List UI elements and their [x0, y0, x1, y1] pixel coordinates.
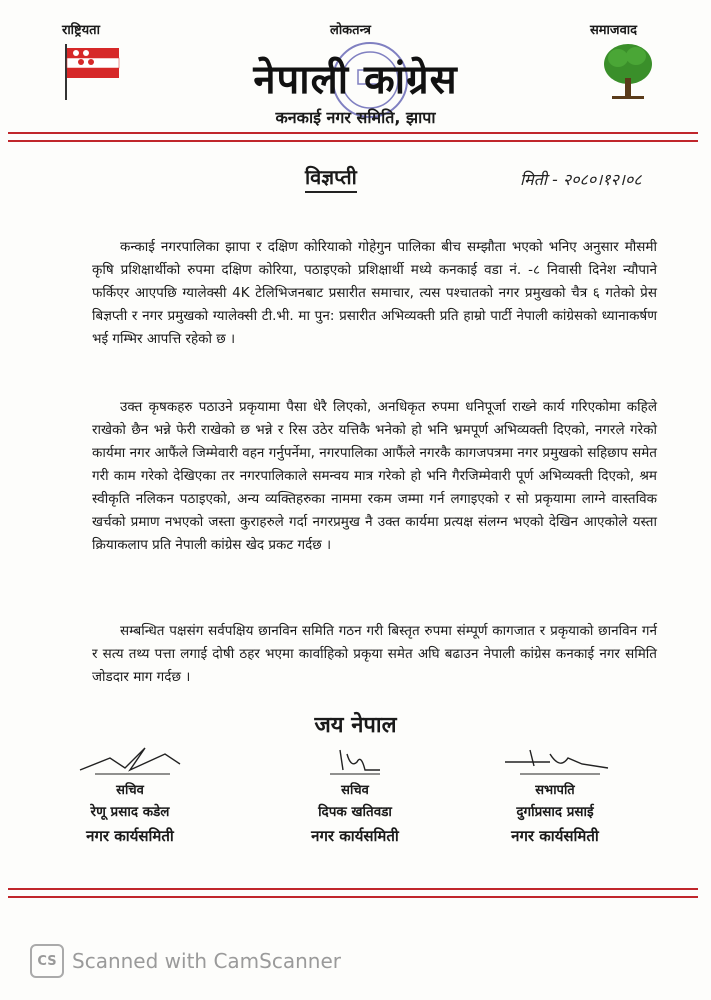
signatory-name: दिपक खतिवडा	[318, 804, 392, 820]
closing-slogan: जय नेपाल	[314, 713, 397, 738]
signature-mark	[295, 740, 415, 780]
header-rule	[8, 132, 698, 134]
signature-mark	[70, 740, 190, 780]
motto-center: लोकतन्त्र	[330, 23, 371, 38]
signatory-block	[30, 740, 230, 846]
camscanner-logo-icon: CS	[30, 944, 64, 978]
paragraph-3: सम्बन्धित पक्षसंग सर्वपक्षिय छानविन समिति गठन गरी बिस्तृत रुपमा संम्पूर्ण कागजात र प्रकृयाको छानविन गर्न र सत्य तथ्य पत्ता लगाई दोषी ठहर भएमा कार्वाहिको प्रकृया समेत अघि बढाउन नेपाली कांग्रेस कनकाई नगर समिति जोडदार माग गर्दछ ।	[92, 623, 657, 685]
signatory-committee: नगर कार्यसमिती	[511, 827, 599, 845]
signatory-role: सचिव	[116, 783, 144, 798]
signatory-role: सभापति	[535, 783, 575, 798]
organization-title: नेपाली कांग्रेस	[253, 57, 458, 103]
scanner-watermark-text: Scanned with CamScanner	[72, 949, 341, 973]
footer-rule-2	[8, 896, 698, 898]
signatory-committee: नगर कार्यसमिती	[86, 827, 174, 845]
signatory-name: रेणू प्रसाद कडेल	[90, 804, 170, 820]
signatory-block	[455, 740, 655, 846]
signature-mark	[490, 740, 620, 780]
paragraph-2: उक्त कृषकहरु पठाउने प्रकृयामा पैसा धेरै लिएको, अनधिकृत रुपमा धनिपूर्जा राख्ने कार्य गरिएकोमा कहिले राखेको छैन भन्ने फेरी राखेको छ भन्ने र रिस उठेर यत्तिकै भनेको हो भनि भ्रमपूर्ण अभिव्यक्ती दिएको, नगरले गरेको कार्यमा नगर आफैंले जिम्मेवारी वहन गर्नुपर्नेमा, नगरपालिका आफैंले नगरकै कागजपत्रमा नगर प्रमुखको सहिछाप समेत गरी काम गरेको देखिएका तर नगरपालिकाले समन्वय मात्र गरेको हो भनि गैरजिम्मेवारी पूर्ण अभिव्यक्ती दिएको, श्रम स्वीकृति नलिकन पठाइएको, अन्य व्यक्तिहरुका नाममा रकम जम्मा गर्न लगाइएको र सो प्रकृयामा लाग्ने वास्तविक खर्चको प्रमाण नभएको जस्ता कुराहरुले गर्दा नगरप्रमुख नै उक्त कार्यमा प्रत्यक्ष संलग्न भएको देखिन आएकोले यस्ता क्रियाकलाप प्रति नेपाली कांग्रेस खेद प्रकट गर्दछ ।	[92, 399, 657, 553]
notice-date: मिती - २०८०।१२।०८	[520, 170, 642, 189]
header-rule-2	[8, 140, 698, 142]
scanner-watermark	[30, 944, 341, 978]
paragraph-1: कन्काई नगरपालिका झापा र दक्षिण कोरियाको गोहेगुन पालिका बीच सम्झौता भएको भनिए अनुसार मौसमी कृषि प्रशिक्षार्थीको रुपमा दक्षिण कोरिया, पठाइएको प्रशिक्षार्थी मध्ये कनकाई वडा नं. -८ निवासी दिनेश न्यौपाने फर्किएर आएपछि ग्यालेक्सी 4K टेलिभिजनबाट प्रसारीत समाचार, त्यस पश्चातको नगर प्रमुखको चैत्र ६ गतेको प्रेस बिज्ञप्ती र नगर प्रमुखको ग्यालेक्सी टी.भी. मा पुन: प्रसारीत अभिव्यक्ती प्रति हाम्रो पार्टी नेपाली कांग्रेसको ध्यानाकर्षण भई गम्भिर आपत्ति रहेको छ ।	[92, 239, 657, 347]
organization-subtitle: कनकाई नगर समिति, झापा	[275, 108, 436, 127]
footer-rule	[8, 888, 698, 890]
signatory-role: सचिव	[341, 783, 369, 798]
motto-left: राष्ट्रियता	[62, 23, 100, 38]
notice-heading: विज्ञप्ती	[305, 163, 357, 193]
signatory-committee: नगर कार्यसमिती	[311, 827, 399, 845]
signatory-block	[255, 740, 455, 846]
motto-right: समाजवाद	[590, 23, 638, 38]
signatory-name: दुर्गाप्रसाद प्रसाई	[516, 804, 594, 820]
